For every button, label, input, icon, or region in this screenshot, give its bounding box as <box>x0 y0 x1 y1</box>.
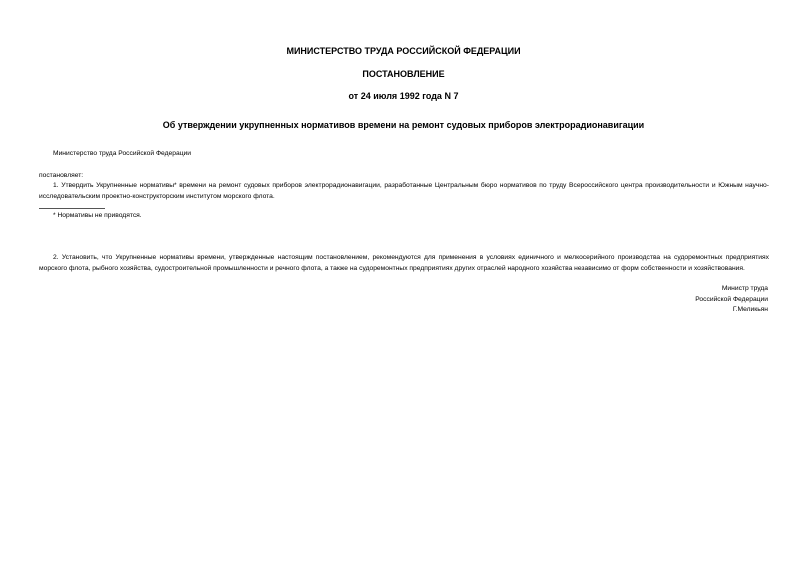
signature-organization: Российской Федерации <box>695 295 768 303</box>
paragraph-1: 1. Утвердить Укрупненные нормативы* времени на ремонт судовых приборов электрорадионавигации, разработанные Центральным бюро нормативов по труду Всероссийского центра производительности и Южным научно-исследовательским проектно-конструкторским институтом морского флота. <box>39 182 769 200</box>
document-subject: Об утверждении укрупненных нормативов времени на ремонт судовых приборов электрорадионавигации <box>162 120 645 130</box>
signature-block <box>695 284 768 316</box>
signature-position: Министр труда <box>721 285 768 292</box>
document-type-heading: ПОСТАНОВЛЕНИЕ <box>362 69 445 79</box>
footnote: * Нормативы не приводятся. <box>53 212 142 219</box>
issuer-line: Министерство труда Российской Федерации <box>53 150 191 157</box>
signature-name: Г.Меликьян <box>732 306 768 314</box>
paragraph-2: 2. Установить, что Укрупненные нормативы времени, утвержденные настоящим постановлением, рекомендуются для применения в условиях единичного и мелкосерийного производства на судоремонтных предприятиях морского флота, рыбного хозяйства, судостроительной промышленности и речного флота, а также на судоремонтных предприятиях других отраслей народного хозяйства независимо от форм собственности и хозяйствования. <box>39 254 769 272</box>
ministry-heading: МИНИСТЕРСТВО ТРУДА РОССИЙСКОЙ ФЕДЕРАЦИИ <box>286 46 521 56</box>
resolves-line: постановляет: <box>39 172 84 179</box>
footnote-divider <box>39 208 105 209</box>
document-date-number: от 24 июля 1992 года N 7 <box>348 91 459 101</box>
